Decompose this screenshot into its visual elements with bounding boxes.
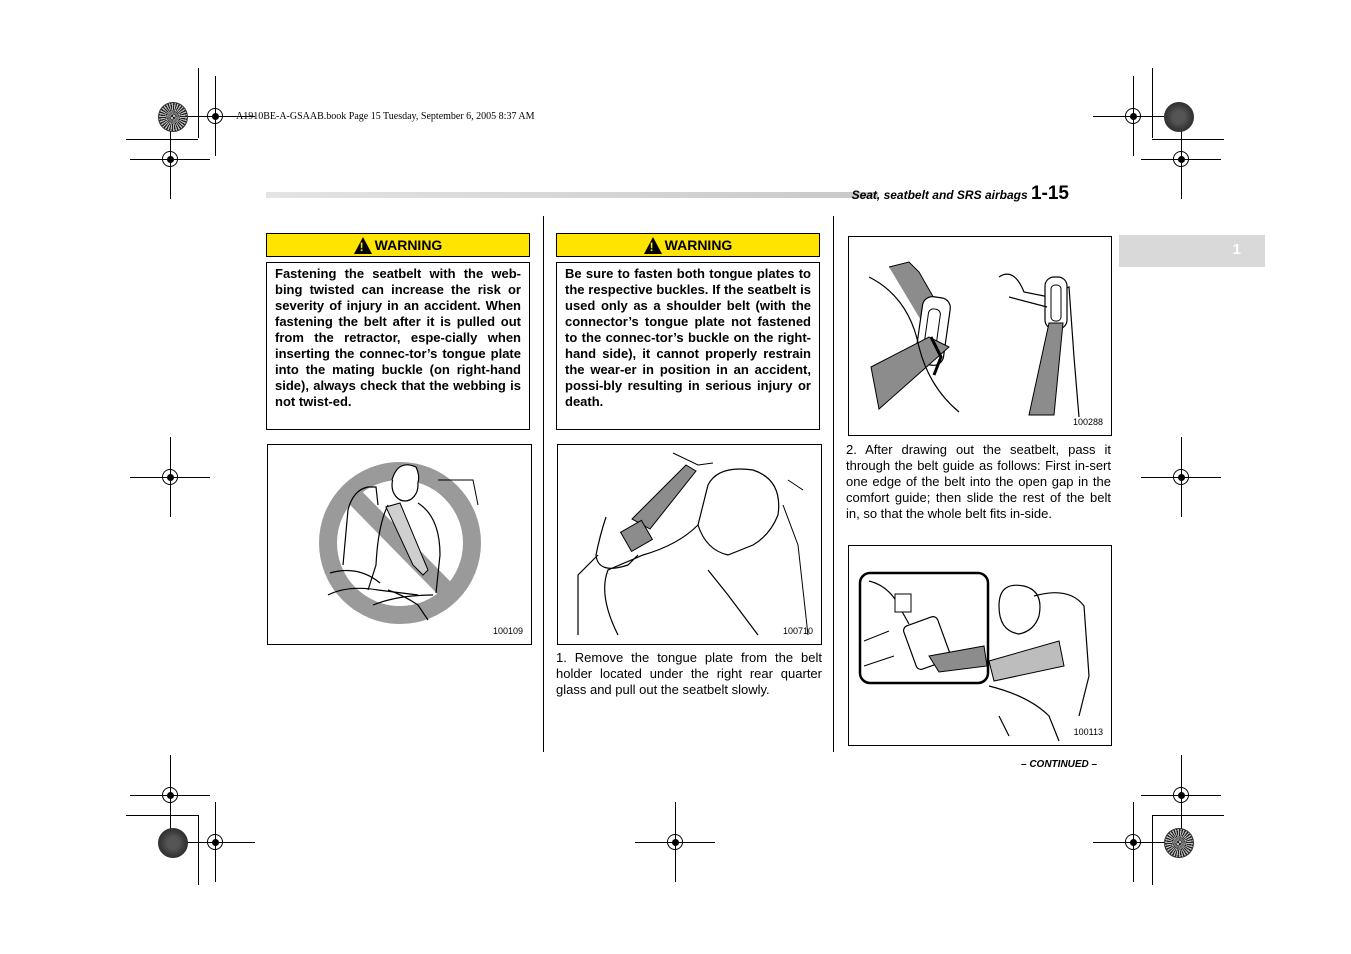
page-number: 1-15 (1030, 183, 1069, 204)
figure-number: 100288 (1072, 417, 1103, 427)
print-rosette (1164, 102, 1194, 132)
figure-number: 100113 (1073, 727, 1103, 737)
crop-line (198, 815, 199, 885)
figure-tongue-plate-removal (557, 444, 822, 645)
warning-header (556, 233, 820, 257)
crop-line (1152, 815, 1153, 885)
figure-twisted-belt-prohibited (267, 444, 532, 645)
crop-line (198, 68, 199, 138)
warning-text: Fastening the seatbelt with the web-bing twisted can increase the risk or severity of injury in an accident. When fastening the belt after it is pulled out from the retractor, espe-cially when inserting the connec-tor’s tongue plate into the mating buckle (on right-hand side), always check that the webbing is not twist-ed. (266, 262, 530, 430)
column-divider (833, 216, 834, 752)
chapter-tab (1119, 235, 1265, 267)
column-divider (543, 216, 544, 752)
crop-line (126, 139, 198, 140)
warning-text: Be sure to fasten both tongue plates to the respective buckles. If the seatbelt is used only as a shoulder belt (with the connector’s tongue plate not fastened to the connec-tor’s buckle on the right-hand side), it cannot properly restrain the wear-er in position in an accident, possi-bly resulting in serious injury or death. (556, 262, 820, 430)
print-rosette (158, 102, 188, 132)
page-header (852, 183, 1069, 205)
chapter-number: 1 (1232, 241, 1241, 258)
crop-line (126, 815, 198, 816)
figure-number: 100109 (492, 626, 523, 636)
print-rosette (1164, 828, 1194, 858)
print-rosette (158, 828, 188, 858)
figure-number: 100710 (782, 626, 813, 636)
buckle-illustration (849, 546, 1111, 745)
prohibited-illustration (268, 445, 531, 644)
belt-guide-illustration (849, 237, 1111, 435)
step-2-text: 2. After drawing out the seatbelt, pass it through the belt guide as follows: First in-sert one edge of the belt into the open gap in the comfort guide; then slide the rest of the belt in, so that the whole belt fits in-side. (846, 442, 1111, 521)
crop-line (1152, 815, 1224, 816)
figure-belt-guide (848, 236, 1112, 436)
book-info: A1910BE-A-GSAAB.book Page 15 Tuesday, September 6, 2005 8:37 AM (236, 111, 535, 122)
section-title: Seat, seatbelt and SRS airbags (851, 188, 1028, 202)
crop-line (1152, 139, 1224, 140)
warning-label: WARNING (374, 237, 443, 253)
tongue-plate-illustration (558, 445, 821, 644)
warning-header (266, 233, 530, 257)
step-1-text: 1. Remove the tongue plate from the belt holder located under the right rear quarter glass and pull out the seatbelt slowly. (556, 650, 822, 697)
warning-label: WARNING (664, 237, 733, 253)
figure-buckle-fastening (848, 545, 1112, 746)
header-bar (266, 192, 878, 198)
continued-label: – CONTINUED – (1021, 759, 1098, 770)
warning-triangle-icon (354, 237, 372, 254)
warning-triangle-icon (644, 237, 662, 254)
crop-line (1152, 68, 1153, 138)
